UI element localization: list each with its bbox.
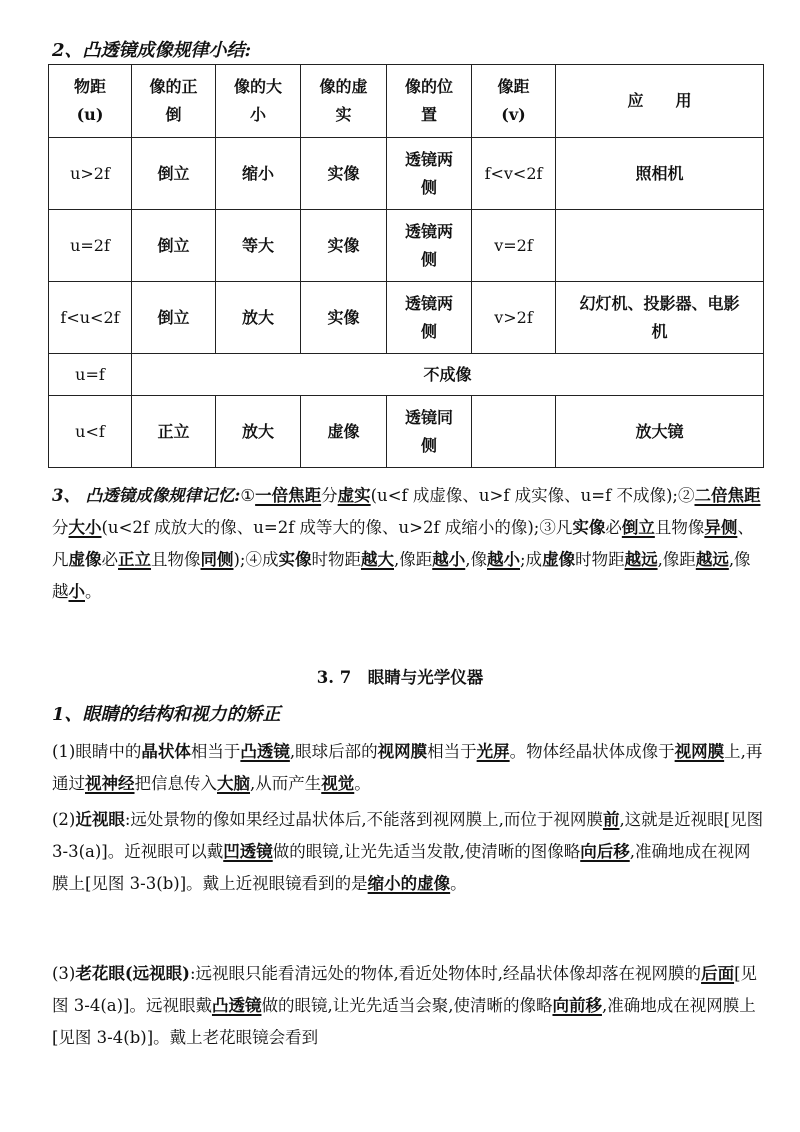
cell-u: f<u<2f: [49, 282, 132, 354]
cell-v: v=2f: [472, 210, 556, 282]
cell-orientation: 倒立: [132, 210, 216, 282]
table-row: [49, 138, 764, 210]
cell-no-image: 不成像: [132, 354, 764, 396]
cell-nature: 虚像: [301, 396, 387, 468]
cell-v: v>2f: [472, 282, 556, 354]
header-object-distance: 物距 (u): [49, 65, 132, 138]
cell-orientation: 倒立: [132, 282, 216, 354]
section3-memory-rules: 3、 凸透镜成像规律记忆:①一倍焦距分虚实(u<f 成虚像、u>f 成实像、u=f 不成像);②二倍焦距分大小(u<2f 成放大的像、u=2f 成等大的像、u>2f 成缩小的像);③凡实像必倒立且物像异侧、凡虚像必正立且物像同侧);④成实像时物距越大,像距越小,像越小;成虚像时物距越远,像距越远,像越小。: [52, 486, 761, 601]
header-nature: 像的虚 实: [301, 65, 387, 138]
cell-position: 透镜两 侧: [387, 210, 472, 282]
cell-size: 缩小: [216, 138, 301, 210]
cell-nature: 实像: [301, 210, 387, 282]
lens-imaging-table: [48, 64, 764, 468]
cell-position: 透镜同 侧: [387, 396, 472, 468]
cell-u: u=f: [49, 354, 132, 396]
cell-size: 放大: [216, 282, 301, 354]
cell-application: [556, 210, 764, 282]
cell-v: f<v<2f: [472, 138, 556, 210]
cell-u: u>2f: [49, 138, 132, 210]
cell-v: [472, 396, 556, 468]
header-position: 像的位 置: [387, 65, 472, 138]
cell-orientation: 倒立: [132, 138, 216, 210]
header-application: 应 用: [556, 65, 764, 138]
cell-u: u=2f: [49, 210, 132, 282]
table-row: [49, 354, 764, 396]
header-image-distance: 像距 (v): [472, 65, 556, 138]
table-row: [49, 210, 764, 282]
table-row: [49, 282, 764, 354]
header-size: 像的大 小: [216, 65, 301, 138]
cell-orientation: 正立: [132, 396, 216, 468]
cell-size: 放大: [216, 396, 301, 468]
chapter-title: 3. 7 眼睛与光学仪器: [316, 668, 484, 687]
section2-heading: 2、凸透镜成像规律小结:: [52, 40, 252, 61]
table-row: [49, 396, 764, 468]
cell-position: 透镜两 侧: [387, 138, 472, 210]
cell-position: 透镜两 侧: [387, 282, 472, 354]
cell-nature: 实像: [301, 138, 387, 210]
cell-application: 照相机: [556, 138, 764, 210]
table-header-row: [49, 65, 764, 138]
header-orientation: 像的正 倒: [132, 65, 216, 138]
cell-application: 幻灯机、投影器、电影 机: [556, 282, 764, 354]
hyperopia-paragraph: (3)老花眼(远视眼):远视眼只能看清远处的物体,看近处物体时,经晶状体像却落在视网膜的后面[见图 3-4(a)]。远视眼戴凸透镜做的眼镜,让光先适当会聚,使清晰的像略向前移,准确地成在视网膜上[见图 3-4(b)]。戴上老花眼镜会看到: [52, 964, 757, 1047]
cell-nature: 实像: [301, 282, 387, 354]
eye-section-heading: 1、眼睛的结构和视力的矫正: [52, 704, 281, 725]
cell-u: u<f: [49, 396, 132, 468]
myopia-paragraph: (2)近视眼:远处景物的像如果经过晶状体后,不能落到视网膜上,而位于视网膜前,这就是近视眼[见图 3-3(a)]。近视眼可以戴凹透镜做的眼镜,让光先适当发散,使清晰的图像略向后移,准确地成在视网膜上[见图 3-3(b)]。戴上近视眼镜看到的是缩小的虚像。: [52, 810, 764, 893]
cell-size: 等大: [216, 210, 301, 282]
section3-title: 3、 凸透镜成像规律记忆:: [52, 486, 241, 505]
cell-application: 放大镜: [556, 396, 764, 468]
eye-structure-paragraph: (1)眼睛中的晶状体相当于凸透镜,眼球后部的视网膜相当于光屏。物体经晶状体成像于视网膜上,再通过视神经把信息传入大脑,从而产生视觉。: [52, 742, 763, 793]
